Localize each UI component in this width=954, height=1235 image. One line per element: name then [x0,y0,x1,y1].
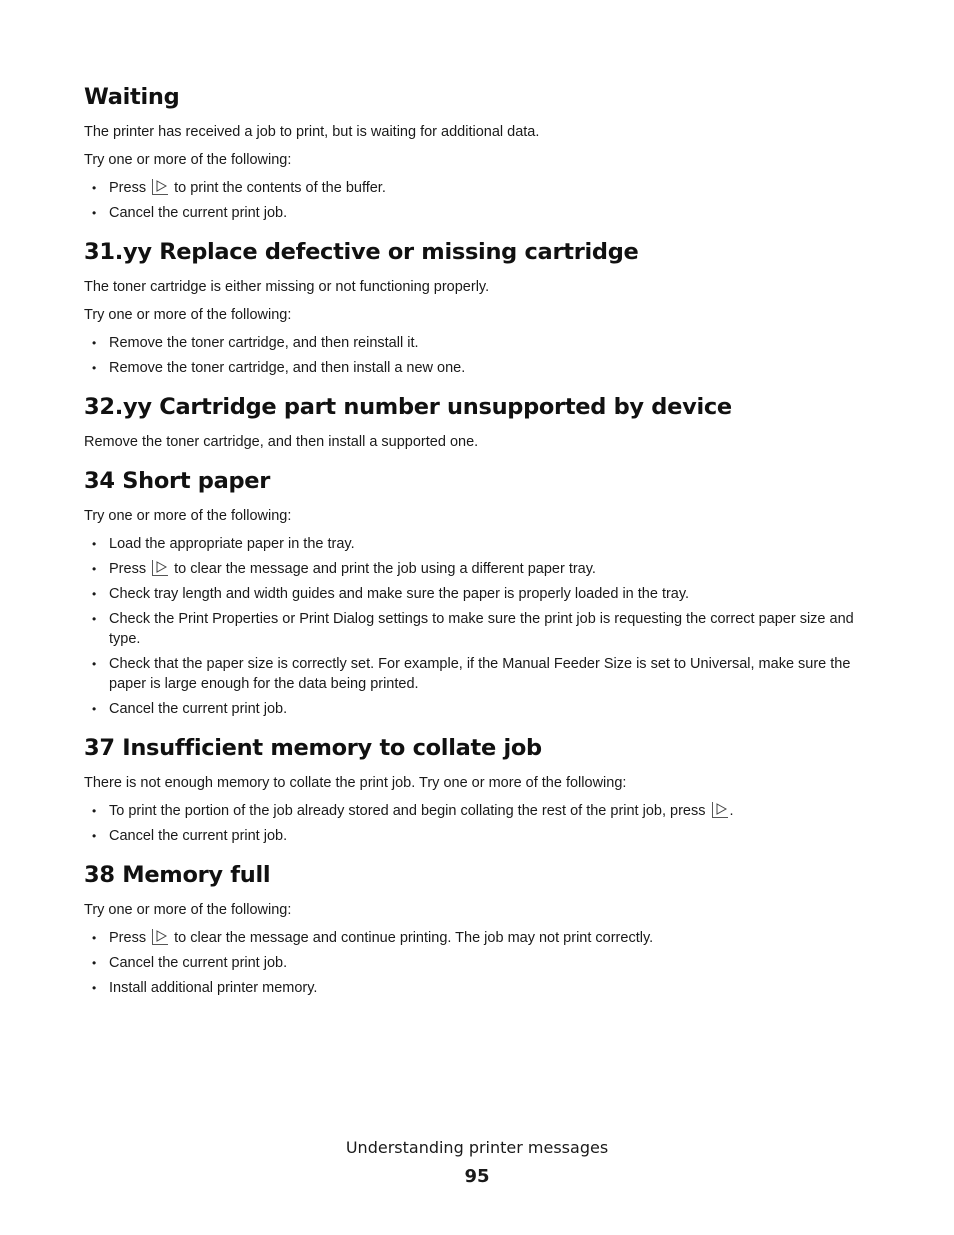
section [84,392,874,452]
bullet-icon: • [92,562,97,576]
play-button-icon [712,802,728,818]
section [84,237,874,378]
item-text: Check the Print Properties or Print Dialog settings to make sure the print job is requesting the correct paper size and type. [109,611,854,647]
paragraph: Try one or more of the following: [84,152,292,168]
section-heading: 38 Memory full [84,862,271,888]
paragraph: Try one or more of the following: [84,307,292,323]
list-item [84,699,874,719]
bullet-icon: • [92,657,97,671]
bullet-icon: • [92,981,97,995]
paragraph: Try one or more of the following: [84,508,292,524]
page-number: 95 [464,1166,490,1187]
paragraph: Try one or more of the following: [84,902,292,918]
bullet-icon: • [92,587,97,601]
item-text: Press [109,561,151,577]
item-text: Load the appropriate paper in the tray. [109,536,355,552]
list-item [84,203,874,223]
bullet-icon: • [92,956,97,970]
section [84,82,874,223]
bullet-icon: • [92,181,97,195]
bullet-icon: • [92,804,97,818]
sections-container [84,82,874,998]
list-item [84,826,874,846]
item-text: Remove the toner cartridge, and then reinstall it. [109,335,419,351]
list-item [84,178,874,198]
list-item [84,534,874,554]
item-text: Cancel the current print job. [109,828,288,844]
item-text: Press [109,930,151,946]
item-text: Check that the paper size is correctly set. For example, if the Manual Feeder Size is set to Universal, make sure the paper is large enough for the data being printed. [109,656,851,692]
bullet-list [84,928,874,998]
section-heading: 34 Short paper [84,468,271,494]
item-text-suffix: to print the contents of the buffer. [170,180,386,196]
section-heading: 37 Insufficient memory to collate job [84,735,542,761]
bullet-icon: • [92,537,97,551]
bullet-list [84,801,874,846]
bullet-icon: • [92,206,97,220]
bullet-icon: • [92,829,97,843]
section [84,466,874,719]
item-text-suffix: . [729,803,734,819]
list-item [84,928,874,948]
list-item [84,559,874,579]
item-text-suffix: to clear the message and continue printing. The job may not print correctly. [170,930,654,946]
bullet-icon: • [92,612,97,626]
bullet-list [84,534,874,719]
section-heading: Waiting [84,84,180,110]
paragraph: There is not enough memory to collate the print job. Try one or more of the following: [84,775,627,791]
item-text: Cancel the current print job. [109,205,288,221]
section-heading: 31.yy Replace defective or missing cartridge [84,239,639,265]
bullet-icon: • [92,702,97,716]
section [84,860,874,998]
play-button-icon [152,560,168,576]
list-item [84,953,874,973]
bullet-icon: • [92,931,97,945]
list-item [84,978,874,998]
bullet-icon: • [92,361,97,375]
footer-label: Understanding printer messages [345,1138,609,1157]
paragraph: Remove the toner cartridge, and then install a supported one. [84,434,479,450]
list-item [84,801,874,821]
section-heading: 32.yy Cartridge part number unsupported by device [84,394,732,420]
item-text: Install additional printer memory. [109,980,318,996]
list-item [84,584,874,604]
bullet-list [84,178,874,223]
play-button-icon [152,179,168,195]
item-text: Remove the toner cartridge, and then install a new one. [109,360,466,376]
bullet-icon: • [92,336,97,350]
list-item [84,609,874,649]
item-text: To print the portion of the job already stored and begin collating the rest of the print job, press [109,803,710,819]
item-text: Press [109,180,151,196]
list-item [84,333,874,353]
play-button-icon [152,929,168,945]
item-text: Cancel the current print job. [109,955,288,971]
item-text-suffix: to clear the message and print the job using a different paper tray. [170,561,596,577]
list-item [84,358,874,378]
paragraph: The printer has received a job to print, but is waiting for additional data. [84,124,540,140]
list-item [84,654,874,694]
section [84,733,874,846]
item-text: Cancel the current print job. [109,701,288,717]
document-body [84,82,874,1012]
item-text: Check tray length and width guides and make sure the paper is properly loaded in the tray. [109,586,690,602]
paragraph: The toner cartridge is either missing or not functioning properly. [84,279,490,295]
bullet-list [84,333,874,378]
